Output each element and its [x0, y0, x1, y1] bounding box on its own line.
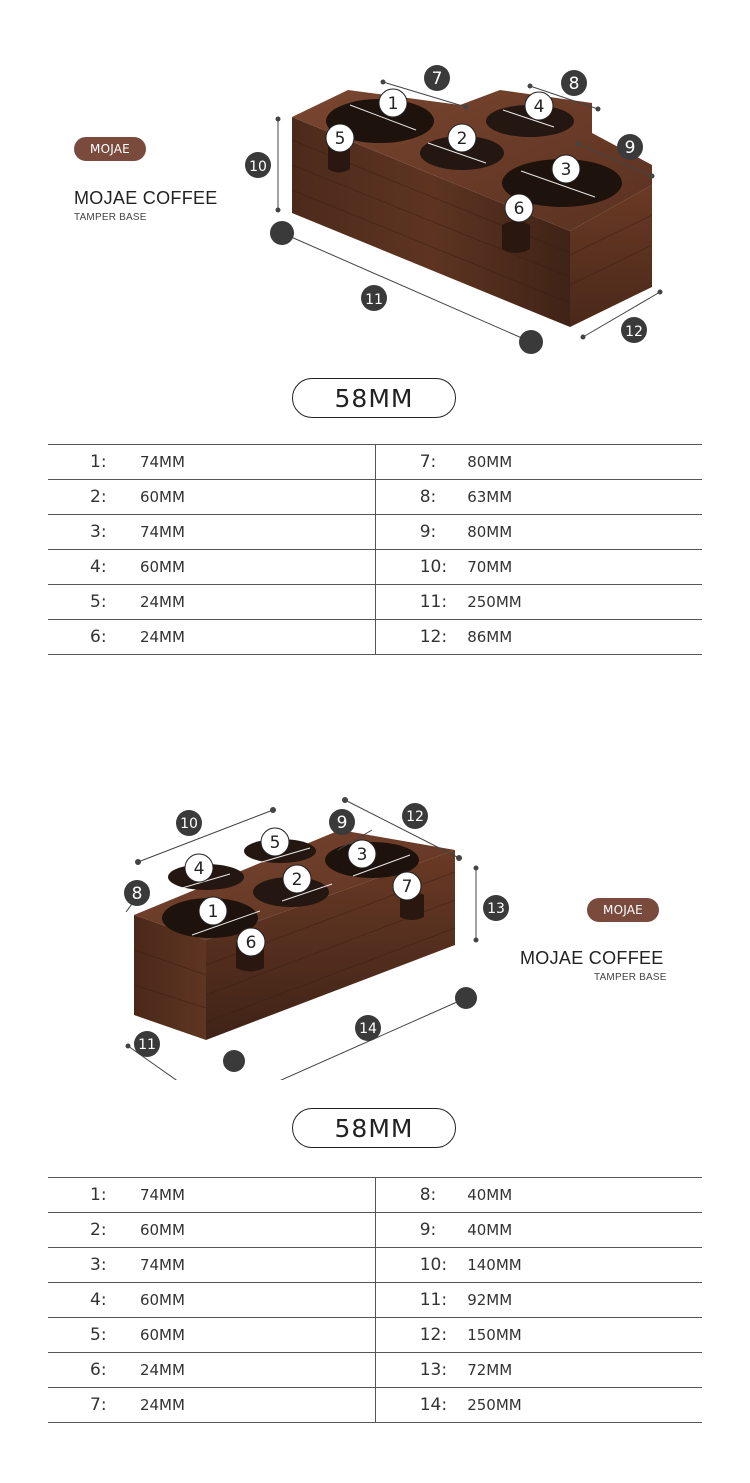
svg-text:5: 5 — [269, 833, 281, 853]
spec-key: 3: — [48, 515, 140, 550]
spec-value: 24MM — [140, 1353, 375, 1388]
svg-text:12: 12 — [406, 809, 424, 825]
svg-text:14: 14 — [359, 1021, 377, 1037]
marker-4 — [185, 854, 213, 882]
spec-value: 140MM — [467, 1248, 702, 1283]
spec-key: 11: — [375, 1283, 467, 1318]
table-row — [48, 515, 702, 550]
spec-key: 1: — [48, 1178, 140, 1213]
spec-key: 9: — [375, 1213, 467, 1248]
spec-value: 40MM — [467, 1213, 702, 1248]
marker-6 — [505, 194, 533, 222]
spec-value: 24MM — [140, 1388, 375, 1423]
marker-12 — [402, 803, 428, 829]
spec-value: 60MM — [140, 1213, 375, 1248]
brand-badge: MOJAE — [587, 898, 659, 922]
size-label-58mm: 58MM — [292, 378, 456, 418]
svg-text:13: 13 — [487, 901, 505, 917]
spec-value: 60MM — [140, 1318, 375, 1353]
marker-11 — [361, 285, 387, 311]
spec-key: 8: — [375, 1178, 467, 1213]
endpoint-dot — [270, 221, 294, 245]
svg-text:4: 4 — [533, 97, 545, 117]
spec-value: 70MM — [467, 550, 702, 585]
tamper-base-section-1 — [0, 0, 750, 700]
spec-key: 13: — [375, 1353, 467, 1388]
table-row — [48, 1388, 702, 1423]
spec-key: 4: — [48, 550, 140, 585]
svg-text:9: 9 — [624, 138, 636, 158]
spec-key: 5: — [48, 1318, 140, 1353]
marker-11 — [134, 1031, 160, 1057]
marker-13 — [483, 895, 509, 921]
marker-2 — [283, 865, 311, 893]
table-row — [48, 1248, 702, 1283]
table-row — [48, 1178, 702, 1213]
svg-text:6: 6 — [245, 933, 257, 953]
spec-value: 74MM — [140, 1248, 375, 1283]
spec-key: 10: — [375, 550, 467, 585]
svg-text:11: 11 — [138, 1037, 156, 1053]
svg-text:7: 7 — [431, 69, 443, 89]
tamper-base-photo-2 — [110, 790, 520, 1080]
endpoint-dot — [223, 1050, 245, 1072]
spec-key: 12: — [375, 1318, 467, 1353]
marker-14 — [355, 1015, 381, 1041]
table-row — [48, 550, 702, 585]
spec-value: 86MM — [467, 620, 702, 655]
endpoint-dot — [455, 987, 477, 1009]
svg-text:1: 1 — [387, 94, 399, 114]
spec-key: 7: — [375, 445, 467, 480]
spec-value: 72MM — [467, 1353, 702, 1388]
spec-key: 9: — [375, 515, 467, 550]
marker-7 — [393, 872, 421, 900]
marker-3 — [552, 155, 580, 183]
spec-key: 4: — [48, 1283, 140, 1318]
tamper-base-section-2 — [0, 740, 750, 1483]
spec-value: 60MM — [140, 480, 375, 515]
spec-key: 6: — [48, 620, 140, 655]
spec-key: 1: — [48, 445, 140, 480]
marker-8 — [124, 880, 150, 906]
spec-key: 5: — [48, 585, 140, 620]
svg-text:5: 5 — [334, 129, 346, 149]
marker-1 — [199, 897, 227, 925]
svg-text:8: 8 — [568, 74, 580, 94]
svg-text:4: 4 — [193, 859, 205, 879]
marker-5 — [326, 124, 354, 152]
spec-value: 80MM — [467, 515, 702, 550]
table-row — [48, 1353, 702, 1388]
marker-7 — [424, 65, 450, 91]
svg-text:2: 2 — [456, 129, 468, 149]
svg-text:7: 7 — [401, 877, 413, 897]
size-label-58mm: 58MM — [292, 1108, 456, 1148]
spec-value: 250MM — [467, 1388, 702, 1423]
endpoint-dot — [519, 330, 543, 354]
spec-key: 11: — [375, 585, 467, 620]
marker-9 — [617, 134, 643, 160]
spec-value: 80MM — [467, 445, 702, 480]
table-row — [48, 1283, 702, 1318]
spec-value: 40MM — [467, 1178, 702, 1213]
brand-subtitle: TAMPER BASE — [74, 212, 147, 223]
spec-key: 7: — [48, 1388, 140, 1423]
spec-key: 14: — [375, 1388, 467, 1423]
slot-6 — [502, 221, 530, 253]
spec-key: 2: — [48, 480, 140, 515]
spec-value: 24MM — [140, 585, 375, 620]
marker-10 — [176, 810, 202, 836]
svg-text:6: 6 — [513, 199, 525, 219]
spec-table-1 — [48, 444, 702, 655]
svg-text:3: 3 — [560, 160, 572, 180]
spec-key: 12: — [375, 620, 467, 655]
marker-3 — [348, 840, 376, 868]
spec-value: 63MM — [467, 480, 702, 515]
spec-value: 74MM — [140, 1178, 375, 1213]
spec-value: 74MM — [140, 515, 375, 550]
svg-text:10: 10 — [180, 816, 198, 832]
spec-key: 2: — [48, 1213, 140, 1248]
brand-badge: MOJAE — [74, 137, 146, 161]
table-row — [48, 445, 702, 480]
svg-text:2: 2 — [291, 870, 303, 890]
table-row — [48, 1318, 702, 1353]
marker-5 — [261, 828, 289, 856]
svg-text:11: 11 — [365, 292, 383, 308]
brand-title: MOJAE COFFEE — [74, 188, 218, 208]
tamper-base-photo-1 — [240, 55, 680, 360]
table-row — [48, 1213, 702, 1248]
marker-4 — [525, 92, 553, 120]
spec-value: 74MM — [140, 445, 375, 480]
marker-2 — [448, 124, 476, 152]
svg-text:10: 10 — [249, 159, 267, 175]
svg-text:8: 8 — [131, 884, 143, 904]
spec-key: 8: — [375, 480, 467, 515]
spec-value: 60MM — [140, 550, 375, 585]
svg-text:1: 1 — [207, 902, 219, 922]
brand-subtitle: TAMPER BASE — [594, 972, 667, 983]
spec-value: 60MM — [140, 1283, 375, 1318]
spec-table-2 — [48, 1177, 702, 1423]
svg-text:12: 12 — [625, 324, 643, 340]
marker-12 — [621, 317, 647, 343]
table-row — [48, 620, 702, 655]
spec-value: 150MM — [467, 1318, 702, 1353]
svg-text:3: 3 — [356, 845, 368, 865]
marker-9 — [329, 809, 355, 835]
marker-6 — [237, 928, 265, 956]
brand-title: MOJAE COFFEE — [520, 948, 664, 968]
svg-text:9: 9 — [336, 813, 348, 833]
spec-value: 24MM — [140, 620, 375, 655]
table-row — [48, 585, 702, 620]
spec-value: 250MM — [467, 585, 702, 620]
table-row — [48, 480, 702, 515]
spec-key: 3: — [48, 1248, 140, 1283]
spec-key: 6: — [48, 1353, 140, 1388]
marker-10 — [245, 152, 271, 178]
spec-key: 10: — [375, 1248, 467, 1283]
spec-value: 92MM — [467, 1283, 702, 1318]
marker-1 — [379, 89, 407, 117]
marker-8 — [561, 70, 587, 96]
